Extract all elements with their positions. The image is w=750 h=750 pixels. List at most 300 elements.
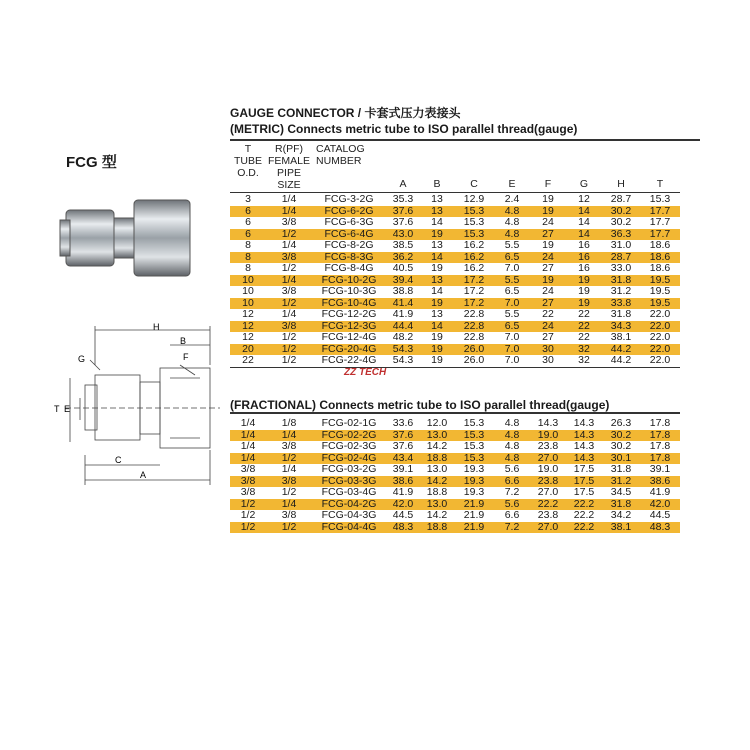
cell-f: 27 [542, 296, 554, 309]
cell-e: 7.0 [504, 354, 520, 366]
cell-tt: 18.6 [649, 250, 671, 263]
cell-g: 22 [578, 331, 590, 343]
cell-a: 41.9 [392, 308, 414, 320]
cell-r: 3/8 [281, 216, 297, 228]
cell-f: 24 [542, 319, 554, 332]
cell-b: 18.8 [426, 451, 448, 464]
cell-b: 19 [431, 342, 443, 355]
catalog-title [230, 105, 700, 141]
cell-r: 1/2 [281, 331, 297, 343]
metric-table-row [230, 240, 680, 252]
cell-h: 31.0 [610, 239, 632, 251]
title-rule [230, 139, 700, 141]
cell-t: 3/8 [240, 486, 256, 498]
cell-b: 13 [431, 193, 443, 205]
cell-c: 21.9 [463, 509, 485, 521]
metric-table [230, 194, 680, 367]
cell-c: 26.0 [463, 354, 485, 366]
cell-t: 1/2 [240, 497, 256, 510]
cell-e: 7.2 [504, 486, 520, 498]
cell-cat: FCG-12-2G [321, 308, 377, 320]
cell-a: 35.3 [392, 193, 414, 205]
cell-r: 1/2 [281, 354, 297, 366]
cell-t: 8 [245, 262, 251, 274]
cell-c: 16.2 [463, 250, 485, 263]
cell-a: 33.6 [392, 417, 414, 429]
dim-label-e: E [64, 404, 71, 414]
cell-tt: 19.5 [649, 285, 671, 297]
metric-table-row [230, 286, 680, 298]
cell-e: 5.6 [504, 463, 520, 475]
title-line-1: GAUGE CONNECTOR / 卡套式压力表接头 [230, 106, 461, 120]
cell-a: 41.4 [392, 296, 414, 309]
cell-c: 15.3 [463, 227, 485, 240]
cell-a: 54.3 [392, 354, 414, 366]
cell-f: 27.0 [537, 486, 559, 498]
cell-g: 22 [578, 308, 590, 320]
cell-f: 19 [542, 273, 554, 286]
cell-a: 48.2 [392, 331, 414, 343]
cell-g: 19 [578, 285, 590, 297]
cell-b: 19 [431, 296, 443, 309]
cell-a: 43.0 [392, 227, 414, 240]
cell-r: 1/4 [281, 463, 297, 475]
cell-g: 22 [578, 319, 590, 332]
dim-label-g: G [78, 354, 86, 364]
cell-tt: 19.5 [649, 273, 671, 286]
dim-label-a: A [140, 470, 147, 480]
cell-cat: FCG-20-4G [321, 342, 377, 355]
cell-b: 14.2 [426, 440, 448, 452]
cell-f: 27.0 [537, 520, 559, 533]
cell-e: 6.5 [504, 250, 520, 263]
cell-a: 48.3 [392, 520, 414, 533]
cell-b: 13 [431, 239, 443, 251]
cell-b: 13 [431, 204, 443, 217]
cell-cat: FCG-02-2G [321, 428, 377, 441]
cell-h: 30.2 [610, 428, 632, 441]
cell-c: 15.3 [463, 440, 485, 452]
cell-e: 7.0 [504, 331, 520, 343]
model-label: FCG 型 [66, 154, 117, 171]
header-b: B [433, 178, 441, 190]
cell-h: 30.2 [610, 216, 632, 228]
cell-h: 31.8 [610, 273, 632, 286]
cell-g: 19 [578, 296, 590, 309]
cell-r: 3/8 [281, 285, 297, 297]
cell-r: 3/8 [281, 250, 297, 263]
cell-f: 19 [542, 193, 554, 205]
cell-t: 1/2 [240, 509, 256, 521]
fractional-table-row [230, 510, 680, 522]
cell-b: 19 [431, 354, 443, 366]
cell-a: 37.6 [392, 440, 414, 452]
cell-f: 19.0 [537, 428, 559, 441]
cell-f: 19.0 [537, 463, 559, 475]
cell-cat: FCG-03-4G [321, 486, 377, 498]
cell-h: 28.7 [610, 193, 632, 205]
cell-tt: 22.0 [649, 331, 671, 343]
cell-r: 1/4 [281, 497, 297, 510]
cell-g: 14 [578, 204, 590, 217]
fractional-rule [230, 412, 680, 414]
cell-h: 30.2 [610, 440, 632, 452]
cell-c: 19.3 [463, 474, 485, 487]
cell-e: 4.8 [504, 227, 520, 240]
cell-c: 15.3 [463, 451, 485, 464]
cell-t: 3/8 [240, 463, 256, 475]
cell-t: 6 [245, 216, 251, 228]
metric-table-row [230, 332, 680, 344]
metric-table-row [230, 309, 680, 321]
cell-g: 14 [578, 216, 590, 228]
dim-label-t: T [54, 404, 60, 414]
cell-e: 4.8 [504, 216, 520, 228]
cell-r: 3/8 [281, 509, 297, 521]
metric-table-row [230, 263, 680, 275]
cell-a: 37.6 [392, 216, 414, 228]
cell-f: 22 [542, 308, 554, 320]
cell-a: 41.9 [392, 486, 414, 498]
cell-tt: 15.3 [649, 193, 671, 205]
cell-r: 1/4 [281, 428, 297, 441]
cell-a: 40.5 [392, 262, 414, 274]
cell-c: 22.8 [463, 319, 485, 332]
cell-cat: FCG-8-2G [324, 239, 374, 251]
cell-g: 14.3 [573, 417, 595, 429]
cell-tt: 48.3 [649, 520, 671, 533]
cell-h: 44.2 [610, 354, 632, 366]
cell-t: 8 [245, 239, 251, 251]
cell-g: 16 [578, 239, 590, 251]
cell-b: 13.0 [426, 463, 448, 475]
cell-e: 6.5 [504, 285, 520, 297]
cell-c: 17.2 [463, 296, 485, 309]
cell-r: 1/4 [281, 204, 297, 217]
cell-h: 30.1 [610, 451, 632, 464]
cell-t: 10 [242, 285, 254, 297]
cell-cat: FCG-10-3G [321, 285, 377, 297]
cell-h: 38.1 [610, 331, 632, 343]
cell-b: 14 [431, 285, 443, 297]
cell-t: 1/4 [240, 428, 256, 441]
cell-cat: FCG-12-4G [321, 331, 377, 343]
cell-h: 30.2 [610, 204, 632, 217]
cell-e: 4.8 [504, 428, 520, 441]
cell-cat: FCG-6-4G [324, 227, 374, 240]
cell-cat: FCG-04-3G [321, 509, 377, 521]
cell-b: 13.0 [426, 428, 448, 441]
cell-f: 22.2 [537, 497, 559, 510]
cell-r: 1/4 [281, 308, 297, 320]
cell-f: 27 [542, 331, 554, 343]
fractional-table-row [230, 418, 680, 430]
cell-cat: FCG-03-3G [321, 474, 377, 487]
cell-tt: 18.6 [649, 239, 671, 251]
cell-tt: 44.5 [649, 509, 671, 521]
cell-e: 4.8 [504, 204, 520, 217]
cell-h: 33.8 [610, 296, 632, 309]
cell-e: 7.0 [504, 262, 520, 274]
cell-cat: FCG-10-4G [321, 296, 377, 309]
fitting-photo [58, 196, 198, 281]
cell-h: 36.3 [610, 227, 632, 240]
cell-h: 38.1 [610, 520, 632, 533]
cell-a: 39.1 [392, 463, 414, 475]
cell-tt: 39.1 [649, 463, 671, 475]
cell-tt: 22.0 [649, 319, 671, 332]
cell-tt: 22.0 [649, 308, 671, 320]
cell-e: 4.8 [504, 440, 520, 452]
cell-h: 33.0 [610, 262, 632, 274]
cell-e: 7.0 [504, 342, 520, 355]
cell-h: 31.8 [610, 497, 632, 510]
cell-f: 23.8 [537, 509, 559, 521]
cell-g: 17.5 [573, 486, 595, 498]
cell-c: 15.3 [463, 216, 485, 228]
cell-h: 31.8 [610, 308, 632, 320]
cell-c: 17.2 [463, 285, 485, 297]
cell-b: 19 [431, 227, 443, 240]
cell-c: 21.9 [463, 497, 485, 510]
cell-e: 6.5 [504, 319, 520, 332]
cell-t: 6 [245, 204, 251, 217]
cell-b: 19 [431, 262, 443, 274]
cell-g: 14.3 [573, 440, 595, 452]
cell-g: 17.5 [573, 463, 595, 475]
cell-cat: FCG-6-3G [324, 216, 374, 228]
cell-a: 44.4 [392, 319, 414, 332]
cell-t: 20 [242, 342, 254, 355]
cell-f: 23.8 [537, 440, 559, 452]
cell-f: 19 [542, 204, 554, 217]
cell-tt: 19.5 [649, 296, 671, 309]
cell-f: 19 [542, 239, 554, 251]
cell-b: 12.0 [426, 417, 448, 429]
metric-table-row [230, 355, 680, 367]
cell-a: 43.4 [392, 451, 414, 464]
cell-e: 2.4 [504, 193, 520, 205]
cell-f: 30 [542, 342, 554, 355]
header-t: T [656, 178, 664, 190]
cell-a: 37.6 [392, 428, 414, 441]
cell-t: 3 [245, 193, 251, 205]
metric-bottom-rule [230, 367, 680, 368]
cell-e: 6.6 [504, 509, 520, 521]
cell-c: 19.3 [463, 486, 485, 498]
dim-label-h: H [153, 322, 160, 332]
cell-c: 16.2 [463, 262, 485, 274]
cell-h: 31.8 [610, 463, 632, 475]
cell-r: 1/2 [281, 262, 297, 274]
cell-tt: 17.7 [649, 227, 671, 240]
cell-t: 12 [242, 331, 254, 343]
cell-r: 1/2 [281, 486, 297, 498]
cell-tt: 22.0 [649, 342, 671, 355]
cell-g: 32 [578, 342, 590, 355]
title-line-2: (METRIC) Connects metric tube to ISO parallel thread(gauge) [230, 122, 578, 136]
cell-h: 34.2 [610, 509, 632, 521]
cell-e: 4.8 [504, 451, 520, 464]
dim-label-f: F [183, 352, 189, 362]
cell-t: 6 [245, 227, 251, 240]
cell-h: 34.5 [610, 486, 632, 498]
cell-r: 1/4 [281, 273, 297, 286]
header-pipe-size: R(PF) FEMALE PIPE SIZE [267, 143, 310, 191]
cell-g: 12 [578, 193, 590, 205]
cell-t: 12 [242, 308, 254, 320]
cell-tt: 17.8 [649, 451, 671, 464]
cell-a: 44.5 [392, 509, 414, 521]
cell-g: 22.2 [573, 509, 595, 521]
cell-e: 6.6 [504, 474, 520, 487]
cell-g: 16 [578, 250, 590, 263]
cell-r: 1/2 [281, 296, 297, 309]
cell-r: 3/8 [281, 440, 297, 452]
cell-f: 27 [542, 227, 554, 240]
cell-t: 1/2 [240, 520, 256, 533]
cell-g: 22.2 [573, 497, 595, 510]
cell-b: 14.2 [426, 474, 448, 487]
cell-f: 24 [542, 250, 554, 263]
cell-c: 21.9 [463, 520, 485, 533]
column-headers [230, 143, 680, 193]
cell-a: 54.3 [392, 342, 414, 355]
cell-t: 22 [242, 354, 254, 366]
cell-c: 15.3 [463, 417, 485, 429]
fractional-table-row [230, 441, 680, 453]
cell-tt: 18.6 [649, 262, 671, 274]
technical-drawing [50, 320, 230, 495]
header-g: G [579, 178, 589, 190]
fractional-table-row [230, 464, 680, 476]
cell-g: 19 [578, 273, 590, 286]
fractional-title: (FRACTIONAL) Connects metric tube to ISO parallel thread(gauge) [230, 398, 610, 412]
cell-a: 42.0 [392, 497, 414, 510]
metric-table-row [230, 217, 680, 229]
cell-r: 3/8 [281, 474, 297, 487]
cell-cat: FCG-22-4G [321, 354, 377, 366]
cell-g: 32 [578, 354, 590, 366]
cell-e: 5.5 [504, 273, 520, 286]
cell-r: 3/8 [281, 319, 297, 332]
cell-t: 12 [242, 319, 254, 332]
cell-t: 3/8 [240, 474, 256, 487]
cell-h: 34.3 [610, 319, 632, 332]
cell-b: 13.0 [426, 497, 448, 510]
fractional-table-row [230, 522, 680, 534]
cell-c: 17.2 [463, 273, 485, 286]
cell-cat: FCG-04-4G [321, 520, 377, 533]
cell-e: 5.5 [504, 308, 520, 320]
cell-r: 1/4 [281, 239, 297, 251]
cell-e: 7.0 [504, 296, 520, 309]
header-a: A [399, 178, 407, 190]
cell-tt: 17.8 [649, 417, 671, 429]
cell-tt: 38.6 [649, 474, 671, 487]
cell-h: 31.2 [610, 474, 632, 487]
cell-f: 24 [542, 216, 554, 228]
cell-b: 14 [431, 250, 443, 263]
cell-a: 38.8 [392, 285, 414, 297]
cell-cat: FCG-02-1G [321, 417, 377, 429]
cell-f: 27.0 [537, 451, 559, 464]
cell-r: 1/4 [281, 193, 297, 205]
cell-b: 18.8 [426, 520, 448, 533]
cell-b: 14 [431, 319, 443, 332]
cell-cat: FCG-12-3G [321, 319, 377, 332]
cell-e: 4.8 [504, 417, 520, 429]
cell-g: 14.3 [573, 428, 595, 441]
cell-g: 22.2 [573, 520, 595, 533]
cell-t: 10 [242, 273, 254, 286]
cell-tt: 17.7 [649, 216, 671, 228]
cell-c: 12.9 [463, 193, 485, 205]
cell-t: 1/4 [240, 417, 256, 429]
header-h: H [617, 178, 625, 190]
cell-r: 1/2 [281, 451, 297, 464]
cell-a: 36.2 [392, 250, 414, 263]
header-c: C [470, 178, 478, 190]
cell-e: 7.2 [504, 520, 520, 533]
cell-f: 14.3 [537, 417, 559, 429]
cell-f: 24 [542, 285, 554, 297]
cell-f: 27 [542, 262, 554, 274]
cell-f: 23.8 [537, 474, 559, 487]
cell-b: 13 [431, 273, 443, 286]
cell-c: 19.3 [463, 463, 485, 475]
header-catalog: CATALOG NUMBER [316, 143, 365, 167]
cell-cat: FCG-8-3G [324, 250, 374, 263]
watermark-logo: ZZ TECH [344, 367, 387, 378]
cell-cat: FCG-02-3G [321, 440, 377, 452]
cell-g: 14 [578, 227, 590, 240]
cell-c: 15.3 [463, 204, 485, 217]
cell-cat: FCG-3-2G [324, 193, 374, 205]
cell-tt: 41.9 [649, 486, 671, 498]
cell-tt: 42.0 [649, 497, 671, 510]
cell-cat: FCG-6-2G [324, 204, 374, 217]
cell-g: 16 [578, 262, 590, 274]
cell-r: 1/2 [281, 342, 297, 355]
cell-h: 31.2 [610, 285, 632, 297]
cell-t: 1/4 [240, 440, 256, 452]
fractional-table [230, 418, 680, 533]
cell-e: 5.5 [504, 239, 520, 251]
cell-b: 14.2 [426, 509, 448, 521]
cell-c: 15.3 [463, 428, 485, 441]
cell-h: 28.7 [610, 250, 632, 263]
cell-f: 30 [542, 354, 554, 366]
cell-a: 37.6 [392, 204, 414, 217]
header-f: F [544, 178, 552, 190]
cell-a: 38.5 [392, 239, 414, 251]
cell-t: 10 [242, 296, 254, 309]
cell-cat: FCG-10-2G [321, 273, 377, 286]
cell-b: 14 [431, 216, 443, 228]
cell-cat: FCG-8-4G [324, 262, 374, 274]
cell-tt: 17.7 [649, 204, 671, 217]
header-tube-od: T TUBE O.D. [233, 143, 262, 179]
cell-b: 18.8 [426, 486, 448, 498]
fractional-table-row [230, 487, 680, 499]
cell-c: 26.0 [463, 342, 485, 355]
cell-cat: FCG-02-4G [321, 451, 377, 464]
metric-table-row [230, 194, 680, 206]
cell-r: 1/2 [281, 227, 297, 240]
cell-e: 5.6 [504, 497, 520, 510]
cell-b: 19 [431, 331, 443, 343]
